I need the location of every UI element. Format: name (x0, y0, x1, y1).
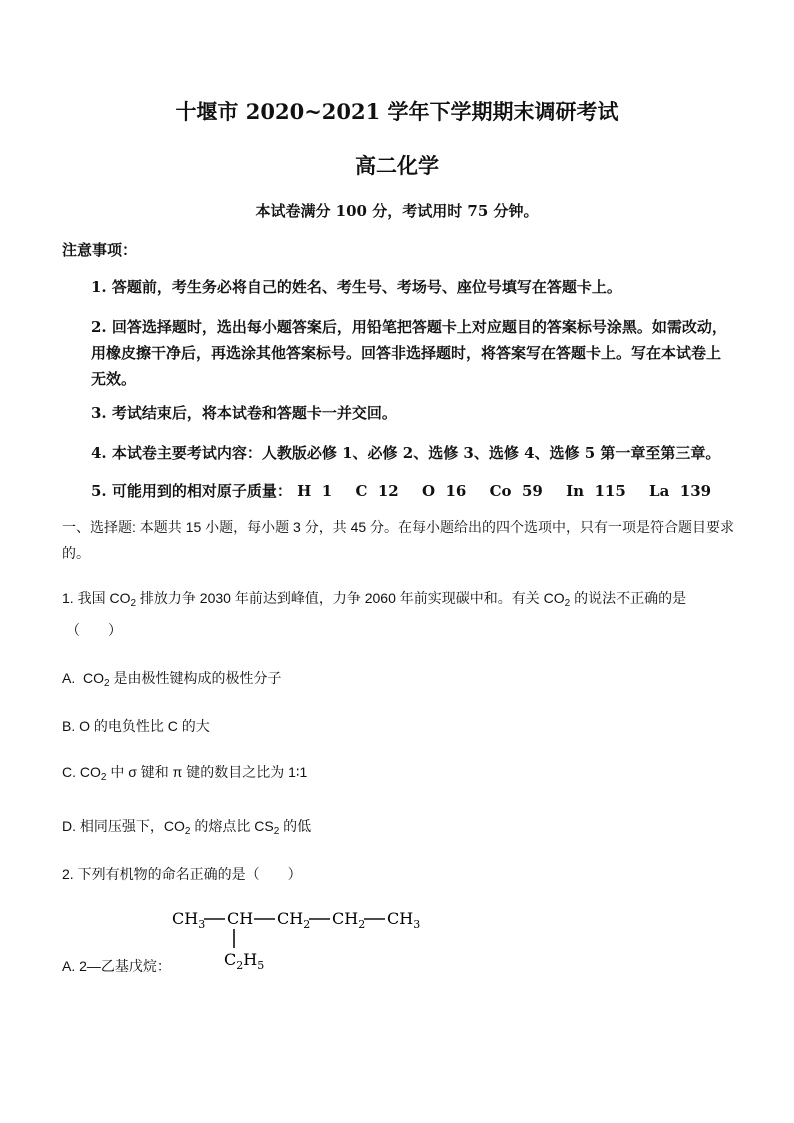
question-1-stem: 1. 我国 $CO_2$ 排放力争 2030 年前达到峰值，力争 2060 年前实现碳中和。有关 $CO_2$ 的说法不正确的是 (62, 590, 687, 609)
atomic-mass-entry: La 139 (649, 482, 712, 500)
answer-blank: （ ） (66, 622, 122, 638)
note-text: 2. 回答选择题时，选出每小题答案后，用铅笔把答题卡上对应题目的答案标号涂黑。如需改动，用橡皮擦干净后，再选涂其他答案标号。回答非选择题时，将答案写在答题卡上。写在本试卷上无效。 (91, 318, 727, 388)
question-1-option-c: C. $CO_2$ 中 σ 键和 π 键的数目之比为 1∶1 (62, 764, 308, 783)
notes-heading: 注意事项： (62, 241, 138, 259)
question-1-option-a: A. $CO_2$ 是由极性键构成的极性分子 (62, 670, 282, 689)
question-2-stem: 2. 下列有机物的命名正确的是（ ） (62, 866, 302, 882)
formula-group: CH (227, 909, 254, 928)
note-item (62, 274, 734, 300)
atomic-mass-label: 5. 可能用到的相对原子质量： (91, 482, 292, 500)
question-2-option-a: A. 2—乙基戊烷： (62, 958, 171, 974)
exam-title: 十堰市 2020~2021 学年下学期期末调研考试 (175, 99, 619, 124)
exam-info: 本试卷满分 100 分，考试用时 75 分钟。 (255, 202, 539, 220)
atomic-mass-entry: In 115 (566, 482, 626, 500)
formula-branch: $C_2H_5$ (224, 950, 265, 972)
note-item-atomic-masses (62, 478, 734, 504)
note-text: 3. 考试结束后，将本试卷和答题卡一并交回。 (91, 404, 397, 422)
formula-group: $CH_2$ (277, 909, 311, 931)
note-text: 4. 本试卷主要考试内容：人教版必修 1、必修 2、选修 3、选修 4、选修 5 第一章至第三章。 (91, 444, 721, 462)
atomic-mass-entry: C 12 (355, 482, 399, 500)
formula-group: $CH_3$ (387, 909, 421, 931)
formula-group: $CH_2$ (332, 909, 366, 931)
formula-group: $CH_3$ (172, 909, 206, 931)
note-item (62, 314, 734, 392)
atomic-mass-entry: O 16 (421, 482, 467, 500)
note-item (62, 400, 734, 426)
section-heading: 一、选择题: 本题共 15 小题，每小题 3 分，共 45 分。在每小题给出的四个选项中，只有一项是符合题目要求的。 (62, 519, 735, 561)
note-item (62, 440, 734, 466)
atomic-mass-entry: H 1 (297, 482, 333, 500)
question-1-option-b: B. O 的电负性比 C 的大 (62, 718, 210, 734)
structural-formula (170, 902, 430, 972)
note-text: 1. 答题前，考生务必将自己的姓名、考生号、考场号、座位号填写在答题卡上。 (91, 278, 622, 296)
atomic-mass-entry: Co 59 (489, 482, 543, 500)
exam-subject: 高二化学 (355, 153, 439, 178)
question-1-option-d: D. 相同压强下，$CO_2$ 的熔点比 $CS_2$ 的低 (62, 818, 312, 837)
